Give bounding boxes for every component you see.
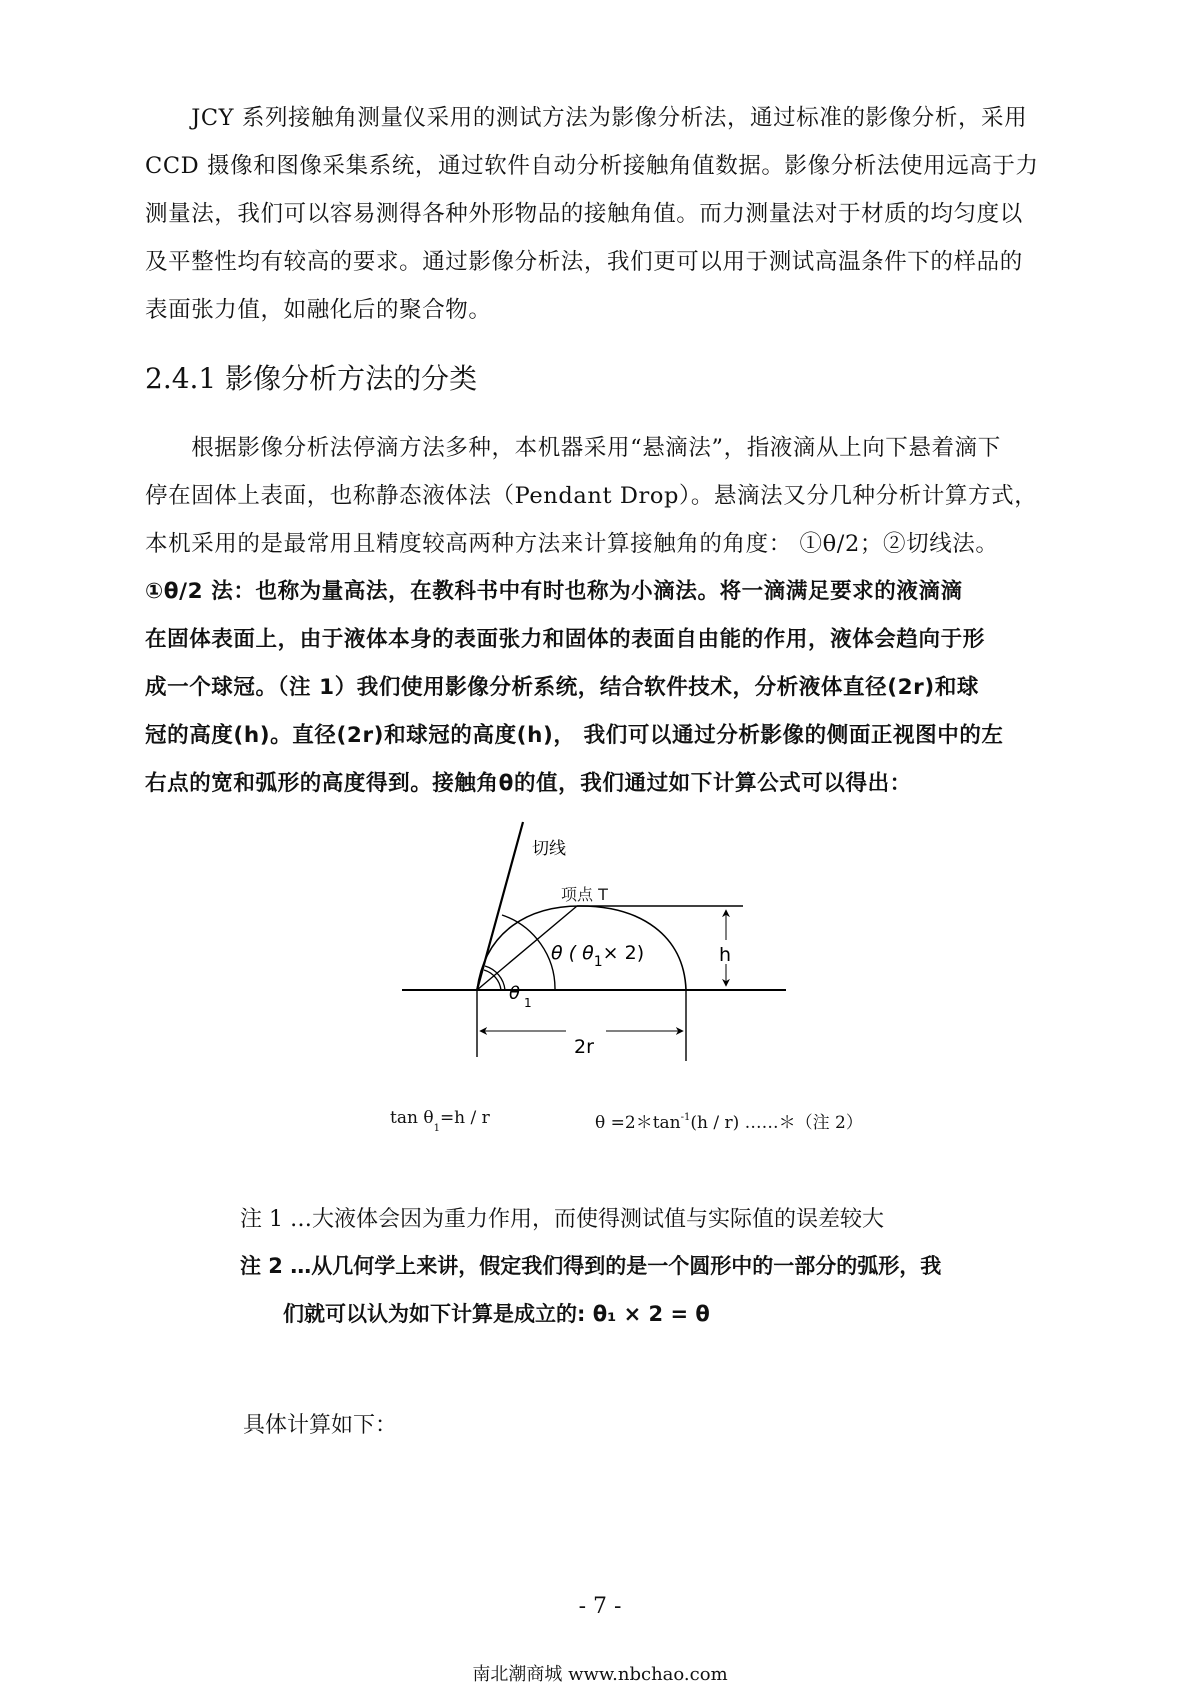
theta-label-sub: 1: [593, 954, 603, 970]
calc-intro: 具体计算如下：: [243, 1413, 398, 1438]
paragraph1-line-5: 表面张力值，如融化后的聚合物。: [145, 297, 492, 323]
theta-label-main: θ ( θ: [551, 942, 594, 964]
formula1-prefix: tan θ: [390, 1108, 434, 1128]
theta1-angle-arc-inner: [484, 970, 501, 990]
formula2-suffix: (h / r) ……＊（注 2）: [690, 1113, 863, 1133]
paragraph3-line-2: 在固体表面上，由于液体本身的表面张力和固体的表面自由能的作用，液体会趋向于形: [145, 627, 985, 652]
paragraph1-line-2: CCD 摄像和图像采集系统，通过软件自动分析接触角值数据。影像分析法使用远高于力: [145, 153, 1039, 179]
theta1-label-main: θ: [509, 983, 521, 1004]
note-2-line-1: 注 2 …从几何学上来讲，假定我们得到的是一个圆形中的一部分的弧形，我: [240, 1254, 942, 1278]
paragraph2-line-2: 停在固体上表面，也称静态液体法（Pendant Drop）。悬滴法又分几种分析计算方式，: [145, 483, 1038, 509]
paragraph3-line-1: ①θ/2 法：也称为量高法，在教科书中有时也称为小滴法。将一滴满足要求的液滴滴: [145, 579, 963, 604]
width-label: 2r: [574, 1036, 594, 1058]
paragraph1-line-1: JCY 系列接触角测量仪采用的测试方法为影像分析法，通过标准的影像分析，采用: [145, 105, 1028, 131]
tangent-line: [477, 822, 523, 990]
page-number: - 7 -: [578, 1594, 622, 1619]
height-label: h: [719, 944, 732, 966]
formula-tan-theta1: [390, 1108, 490, 1134]
paragraph1-line-4: 及平整性均有较高的要求。通过影像分析法，我们更可以用于测试高温条件下的样品的: [145, 249, 1023, 275]
apex-label: 项点 T: [561, 885, 608, 904]
paragraph2-line-3: 本机采用的是最常用且精度较高两种方法来计算接触角的角度： ①θ/2；②切线法。: [145, 531, 999, 557]
footer-watermark: 南北潮商城 www.nbchao.com: [472, 1664, 728, 1685]
paragraph2-line-1: 根据影像分析法停滴方法多种，本机器采用“悬滴法”，指液滴从上向下悬着滴下: [145, 435, 1001, 461]
theta-angle-arc: [502, 915, 555, 990]
note-2-line-2: 们就可以认为如下计算是成立的: θ₁ × 2 = θ: [283, 1302, 710, 1326]
formula1-suffix: =h / r: [439, 1108, 490, 1128]
paragraph3-line-3: 成一个球冠。（注 1）我们使用影像分析系统，结合软件技术，分析液体直径(2r)和球: [145, 675, 980, 700]
paragraph3-line-4: 冠的高度(h)。直径(2r)和球冠的高度(h)， 我们可以通过分析影像的侧面正视图中的左: [145, 723, 1004, 748]
theta-label: [551, 942, 644, 970]
theta1-label: [509, 983, 532, 1010]
note-1: 注 1 …大液体会因为重力作用，而使得测试值与实际值的误差较大: [240, 1207, 884, 1232]
theta-label-tail: × 2): [602, 942, 645, 964]
formula1-sub: 1: [433, 1123, 440, 1134]
tangent-label: 切线: [532, 839, 566, 859]
paragraph3-line-5: 右点的宽和弧形的高度得到。接触角θ的值，我们通过如下计算公式可以得出：: [145, 771, 912, 796]
formula2-prefix: θ =2＊tan: [595, 1113, 681, 1133]
section-heading: 2.4.1 影像分析方法的分类: [145, 362, 478, 395]
formula-theta: [595, 1108, 863, 1133]
formula2-sup: -1: [680, 1112, 691, 1123]
paragraph1-line-3: 测量法，我们可以容易测得各种外形物品的接触角值。而力测量法对于材质的均匀度以: [145, 201, 1023, 227]
theta1-label-sub: 1: [524, 996, 532, 1010]
